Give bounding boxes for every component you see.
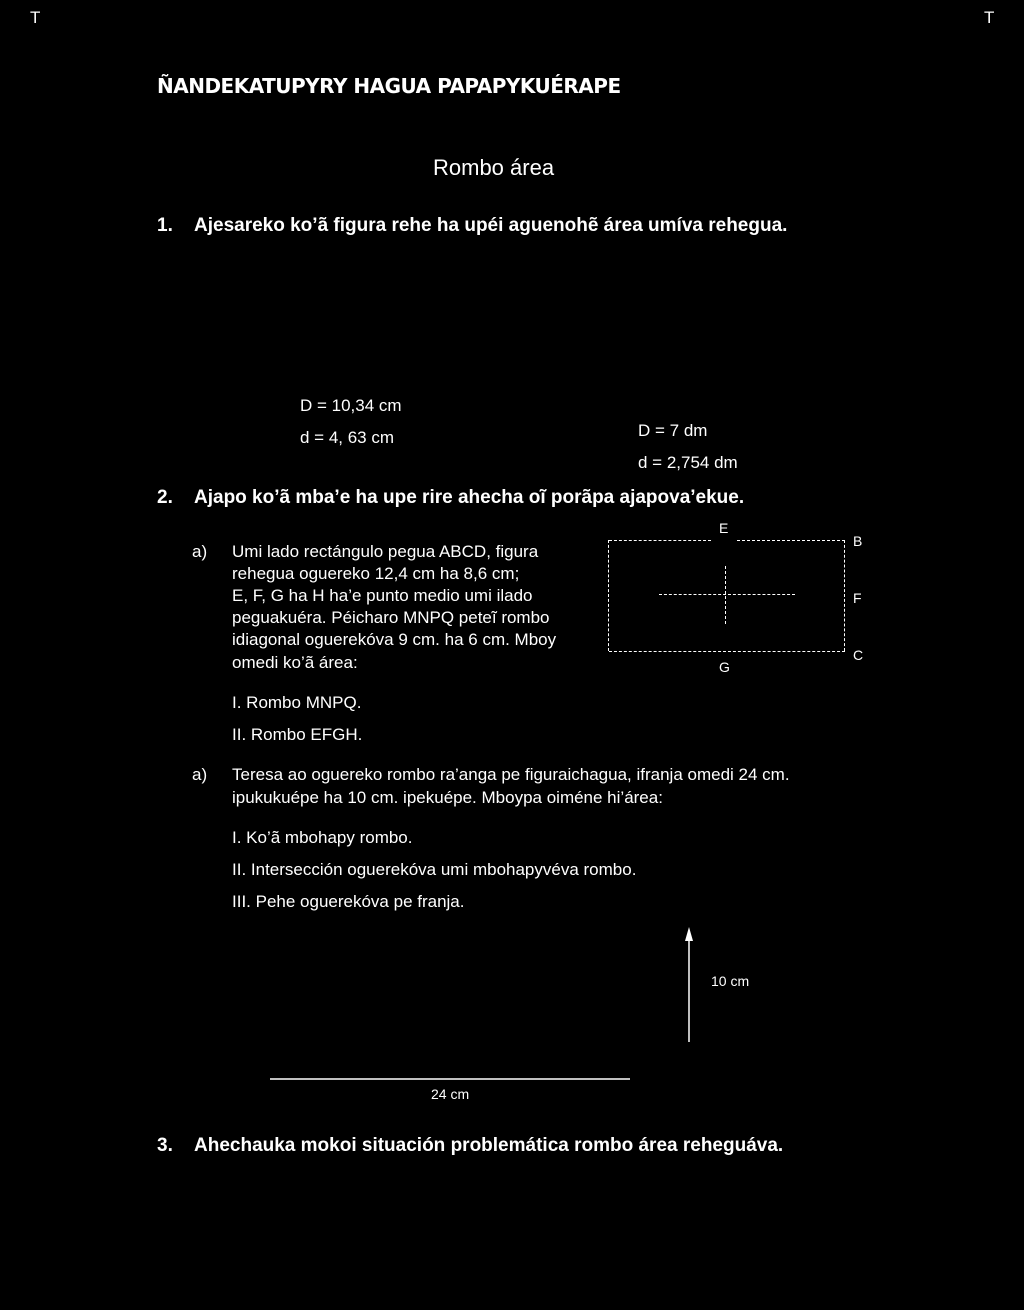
point-c-label: C bbox=[853, 647, 864, 663]
part-a2-item-1: I. Ko’ã mbohapy rombo. bbox=[232, 828, 413, 847]
section-header: ÑANDEKATUPYRY HAGUA PAPAPYKUÉRAPE bbox=[157, 74, 621, 98]
point-f-label: F bbox=[853, 590, 862, 606]
part-a1-line-1: Umi lado rectángulo pegua ABCD, figura bbox=[232, 542, 539, 561]
part-a2-label: a) bbox=[192, 765, 208, 784]
question-1-number: 1. bbox=[157, 215, 173, 236]
height-arrow-head bbox=[685, 927, 693, 941]
corner-mark-left: T bbox=[30, 8, 41, 27]
part-a1-line-2: rehegua oguereko 12,4 cm ha 8,6 cm; bbox=[232, 564, 520, 583]
part-a2-line-2: ipukukuépe ha 10 cm. ipekuépe. Mboypa oiméne hi’área: bbox=[232, 788, 663, 807]
figure-2-major-diagonal: D = 7 dm bbox=[638, 421, 708, 440]
part-a1-item-1: I. Rombo MNPQ. bbox=[232, 693, 362, 712]
part-a1-line-6: omedi ko’ã área: bbox=[232, 653, 358, 672]
page-title: Rombo área bbox=[433, 155, 555, 180]
point-e-label: E bbox=[719, 520, 729, 536]
part-a2-item-3: III. Pehe oguerekóva pe franja. bbox=[232, 892, 465, 911]
part-a2-line-1: Teresa ao oguereko rombo ra’anga pe figuraichagua, ifranja omedi 24 cm. bbox=[232, 765, 790, 784]
height-dimension-label: 10 cm bbox=[711, 973, 750, 989]
question-3-number: 3. bbox=[157, 1135, 173, 1156]
corner-mark-right: T bbox=[984, 8, 995, 27]
question-2-text: Ajapo ko’ã mba’e ha upe rire ahecha oĩ porãpa ajapova’ekue. bbox=[194, 487, 745, 508]
part-a1-item-2: II. Rombo EFGH. bbox=[232, 725, 363, 744]
part-a1-label: a) bbox=[192, 542, 208, 561]
point-b-label: B bbox=[853, 533, 863, 549]
figure-1-major-diagonal: D = 10,34 cm bbox=[300, 396, 402, 415]
part-a1-line-3: E, F, G ha H ha’e punto medio umi ilado bbox=[232, 586, 533, 605]
question-1-text: Ajesareko ko’ã figura rehe ha upéi aguenohẽ área umíva rehegua. bbox=[194, 215, 788, 236]
point-g-label: G bbox=[719, 659, 730, 675]
part-a2-item-2: II. Intersección oguerekóva umi mbohapyvéva rombo. bbox=[232, 860, 637, 879]
figure-2-minor-diagonal: d = 2,754 dm bbox=[638, 453, 738, 472]
question-2-number: 2. bbox=[157, 487, 173, 508]
width-dimension-label: 24 cm bbox=[431, 1086, 470, 1102]
question-3-text: Ahechauka mokoi situación problemática rombo área reheguáva. bbox=[194, 1135, 784, 1156]
part-a1-line-5: idiagonal oguerekóva 9 cm. ha 6 cm. Mboy bbox=[232, 630, 557, 649]
part-a1-line-4: peguakuéra. Péicharo MNPQ peteĩ rombo bbox=[232, 608, 550, 627]
figure-1-minor-diagonal: d = 4, 63 cm bbox=[300, 428, 395, 447]
